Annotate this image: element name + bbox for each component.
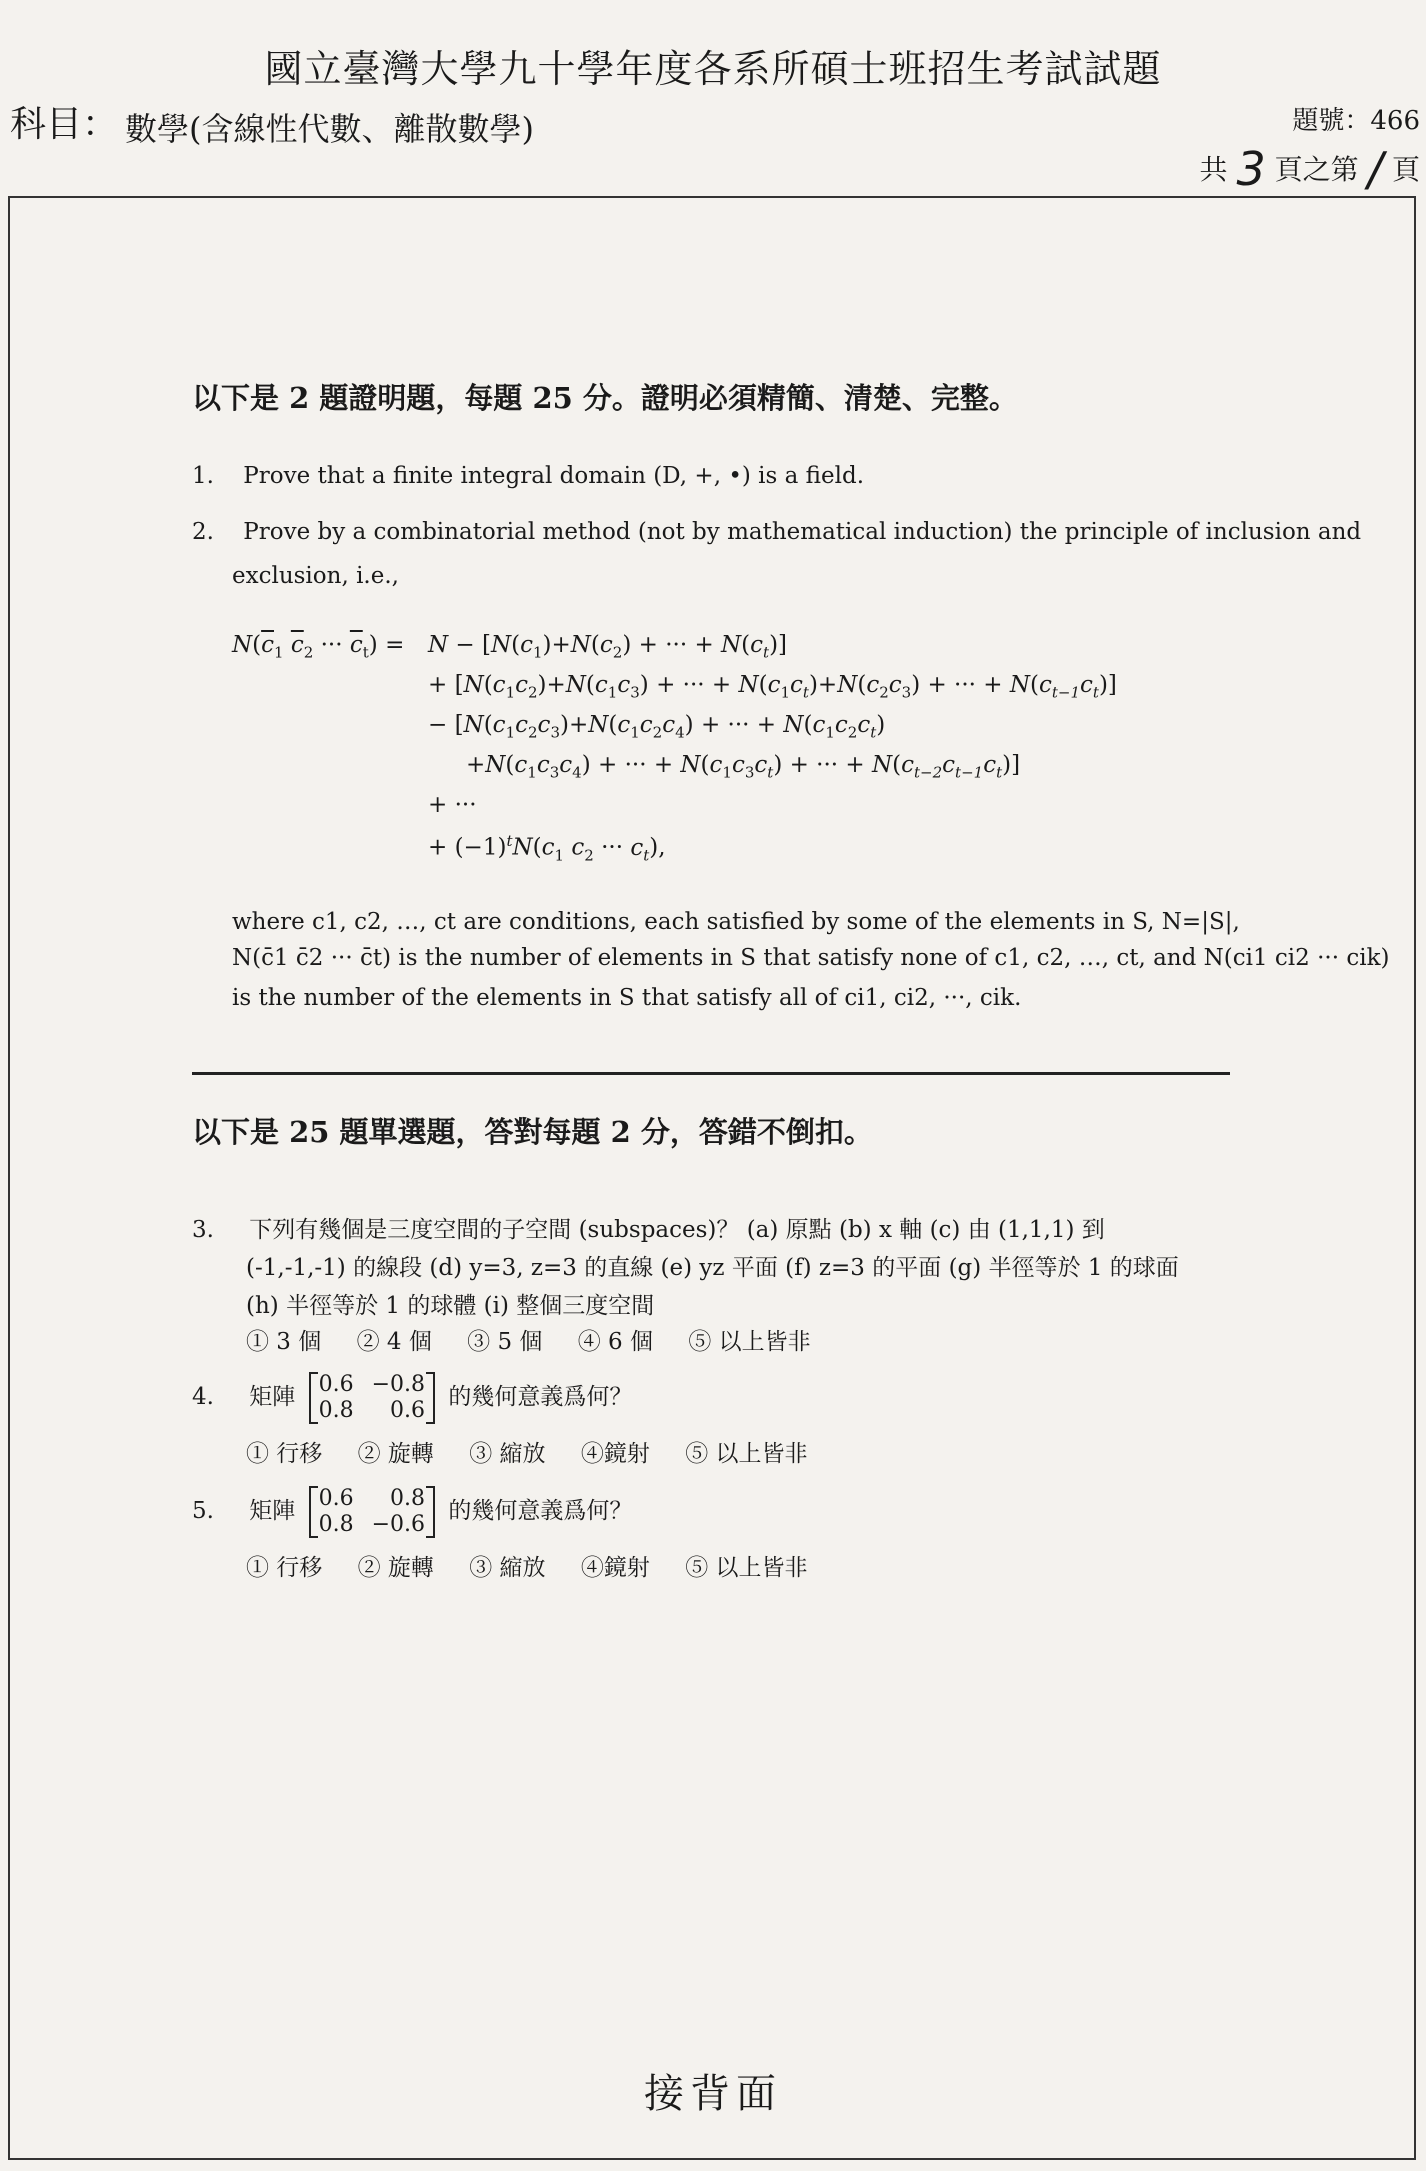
- section1-heading: 以下是 2 題證明題，每題 25 分。證明必須精簡、清楚、完整。: [192, 381, 1018, 415]
- q1-number: 1.: [192, 463, 214, 489]
- q4-m12: −0.8: [371, 1372, 425, 1397]
- q4-option-5: ⑤ 以上皆非: [685, 1441, 808, 1467]
- q5-option-5: ⑤ 以上皆非: [685, 1555, 808, 1581]
- q4-options: [246, 1434, 836, 1474]
- page-prefix: 共: [1199, 153, 1228, 186]
- subject-value: 數學(含線性代數、離散數學): [125, 110, 534, 148]
- q3-option-5: ⑤ 以上皆非: [688, 1329, 811, 1355]
- formula-line-5: + ···: [428, 792, 477, 818]
- q3-line3: (h) 半徑等於 1 的球體 (i) 整個三度空間: [246, 1293, 655, 1319]
- q4-option-3: ③ 縮放: [469, 1441, 546, 1467]
- q3-number: 3.: [192, 1217, 214, 1243]
- q2-where-line1: where c1, c2, …, ct are conditions, each satisfied by some of the elements in S, N=|S|,: [232, 909, 1240, 935]
- page-current: /: [1367, 142, 1384, 196]
- formula-line-4: $+N(c_1c_3c_4)$ + ··· + $N(c_1c_3c_t)$ + ··· + $N(c_{t-2}c_{t-1}c_t)$]: [466, 752, 1021, 782]
- q5-option-4: ④鏡射: [580, 1555, 650, 1581]
- q4-m11: 0.6: [318, 1372, 354, 1397]
- q3-options: [246, 1322, 839, 1362]
- q4-prefix: 矩陣: [249, 1384, 296, 1410]
- q1-text: Prove that a finite integral domain (D, +, •) is a field.: [243, 463, 865, 489]
- q4-m21: 0.8: [318, 1398, 354, 1423]
- subject-label: 科目：: [10, 104, 119, 145]
- page-info: [1200, 142, 1420, 196]
- q5-number: 5.: [192, 1498, 214, 1524]
- q2-text-line2: exclusion, i.e.,: [232, 563, 399, 589]
- q4-option-2: ② 旋轉: [357, 1441, 434, 1467]
- q5-option-1: ① 行移: [246, 1555, 323, 1581]
- continue-on-back-note: 接背面: [644, 2071, 782, 2117]
- exam-title: 國立臺灣大學九十學年度各系所碩士班招生考試試題: [264, 47, 1162, 91]
- q5-m11: 0.6: [318, 1486, 354, 1511]
- q3-line2: (-1,-1,-1) 的線段 (d) y=3, z=3 的直線 (e) yz 平面 (f) z=3 的平面 (g) 半徑等於 1 的球面: [246, 1255, 1179, 1281]
- q4-matrix: [309, 1372, 435, 1424]
- q3-option-1: ① 3 個: [246, 1329, 322, 1355]
- q5-options: [246, 1548, 836, 1588]
- question-4: [192, 1372, 632, 1424]
- page-mid: 頁之第: [1274, 153, 1359, 186]
- q2-where-line2: N(c̄1 c̄2 ··· c̄t) is the number of elements in S that satisfy none of c1, c2, …, ct, and N(ci1 ci2 ··· cik): [232, 945, 1390, 971]
- question-5: [192, 1486, 632, 1538]
- q4-option-4: ④鏡射: [580, 1441, 650, 1467]
- q2-number: 2.: [192, 519, 214, 545]
- section2-heading: 以下是 25 題單選題，答對每題 2 分，答錯不倒扣。: [192, 1115, 873, 1149]
- formula-line-2: + [$N(c_1c_2)+N(c_1c_3)$ + ··· + $N(c_1c_t)+N(c_2c_3)$ + ··· + $N(c_{t-1}c_t)$]: [428, 672, 1117, 702]
- q5-matrix: [309, 1486, 435, 1538]
- q3-option-4: ④ 6 個: [577, 1329, 653, 1355]
- page-suffix: 頁: [1391, 153, 1420, 186]
- formula-line-1: $N - [N(c_1)+N(c_2)$ + ··· + $N(c_t)$]: [428, 632, 788, 662]
- q5-m12: 0.8: [390, 1486, 425, 1511]
- q4-m22: 0.6: [390, 1398, 425, 1423]
- q5-m21: 0.8: [318, 1512, 354, 1537]
- q5-prefix: 矩陣: [249, 1498, 296, 1524]
- q3-option-2: ② 4 個: [356, 1329, 432, 1355]
- q4-suffix: 的幾何意義爲何？: [448, 1384, 633, 1410]
- q2-text-line1: Prove by a combinatorial method (not by mathematical induction) the principle of inclusion and: [243, 519, 1362, 545]
- q4-option-1: ① 行移: [246, 1441, 323, 1467]
- q5-suffix: 的幾何意義爲何？: [448, 1498, 633, 1524]
- exam-number: 題號：466: [1292, 106, 1420, 136]
- formula-line-6: + $(-1)^tN(c_1$ $c_2$ ··· $c_t$),: [428, 832, 666, 865]
- question-2: [192, 512, 1361, 552]
- section-divider: [192, 1072, 1230, 1075]
- q5-m22: −0.6: [371, 1512, 425, 1537]
- q3-line1: 下列有幾個是三度空間的子空間 (subspaces)？ (a) 原點 (b) x 軸 (c) 由 (1,1,1) 到: [249, 1217, 1105, 1243]
- formula-line-3: − [$N(c_1c_2c_3)+N(c_1c_2c_4)$ + ··· + $N(c_1c_2c_t)$: [428, 712, 886, 742]
- q3-option-3: ③ 5 個: [467, 1329, 543, 1355]
- q5-option-2: ② 旋轉: [357, 1555, 434, 1581]
- question-1: [192, 456, 864, 496]
- q4-number: 4.: [192, 1384, 214, 1410]
- question-3: [192, 1210, 1105, 1250]
- q2-where-line3: is the number of the elements in S that satisfy all of ci1, ci2, ···, cik.: [232, 985, 1022, 1011]
- page-total: 3: [1236, 142, 1266, 196]
- q5-option-3: ③ 縮放: [469, 1555, 546, 1581]
- formula-lhs: $N(\overline{c}_1$ $\overline{c}_2$ ··· $\overline{c}_t$) =: [232, 632, 405, 662]
